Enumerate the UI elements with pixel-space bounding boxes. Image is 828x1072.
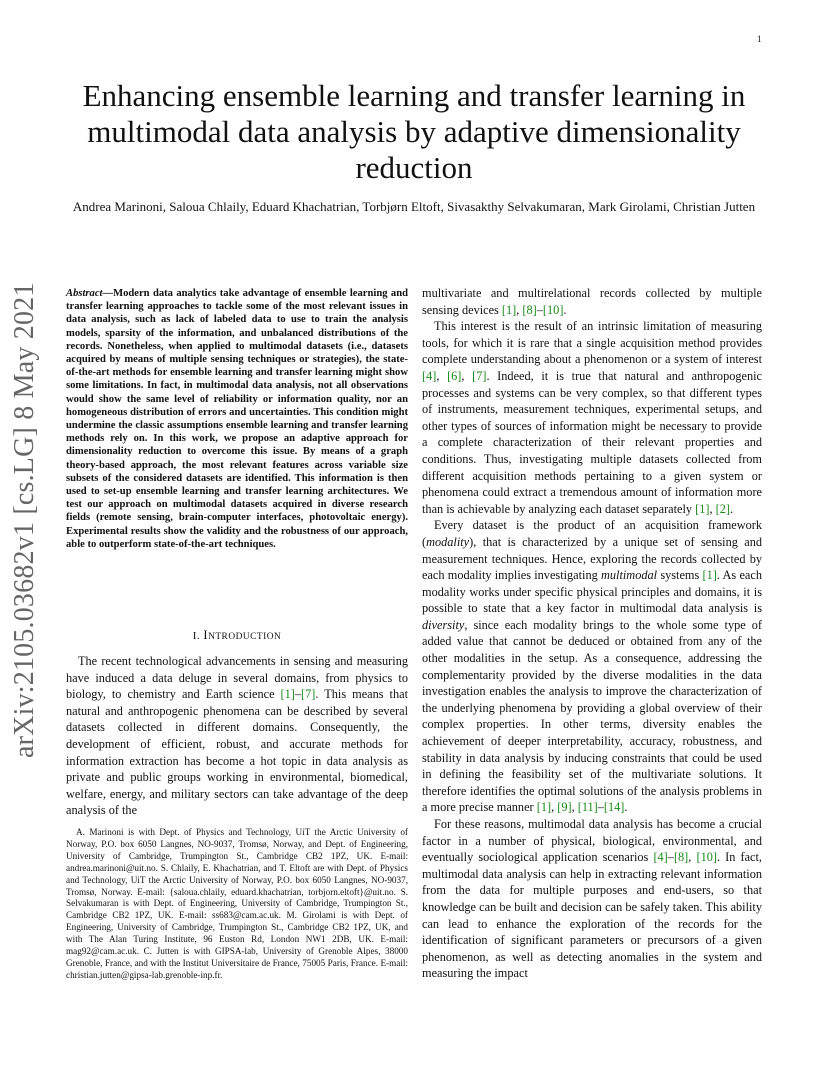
citation-link[interactable]: [9] (557, 800, 572, 815)
section-number: I. (192, 630, 201, 642)
citation-link[interactable]: [6] (447, 368, 462, 383)
abstract-label: Abstract (66, 288, 103, 299)
paragraph-modality-diversity (422, 517, 762, 816)
paragraph-continuation (422, 285, 762, 318)
text-run: . (624, 800, 628, 815)
abstract-text: —Modern data analytics take advantage of ensemble learning and transfer learning approaches to tackle some of the most relevant issues in data analysis, such as lack of labeled data to use to train the analysis models, sparsity of the information, and unbalanced distributions of the records. Nonetheless, when applied to multimodal datasets (i.e., datasets acquired by means of multiple sensing techniques or strategies), the state-of-the-art methods for ensemble learning and transfer learning might show some limitations. In fact, in multimodal data analysis, not all observations would show the same level of reliability or information quality, nor an homogeneous distribution of errors and uncertainties. This condition might undermine the classic assumptions ensemble learning and transfer learning methods rely on. In this work, we propose an adaptive approach for dimensionality reduction to overcome this issue. By means of a graph theory-based approach, the most relevant features across variable size subsets of the considered datasets are identified. This information is then used to set-up ensemble learning and transfer learning architectures. We test our approach on multimodal datasets acquired in diverse research fields (remote sensing, brain-computer interfaces, photovoltaic energy). Experimental results show the validity and the robustness of our approach, able to outperform state-of-the-art techniques. (66, 288, 408, 550)
text-run: . Indeed, it is true that natural and anthropogenic processes and systems can be very complex, so that different types of instruments, measurement techniques, experimental setups, and other types of sources of information might be necessary to provide a complete characterization of their relevant properties and conditions. Thus, investigating multiple datasets collected from different acquisition methods pertaining to a given system or phenomena could extract a tremendous amount of information more than is achievable by analyzing each dataset separately (422, 368, 762, 516)
text-run: systems (657, 568, 703, 583)
text-run: , (709, 501, 716, 516)
text-run: . As each modality works under specific physical principles and domains, it is possible to state that a key factor in multimodal data analysis is (422, 568, 763, 616)
text-run: For these reasons, multimodal data analysis has become a crucial factor in a number of physical, biological, environmental, and eventually sociological application scenarios (422, 817, 762, 865)
text-run: , (516, 302, 523, 317)
text-run: , (571, 800, 578, 815)
text-run: Every dataset is the product of an acquisition framework ( (422, 518, 762, 549)
text-run: . (563, 302, 567, 317)
citation-link[interactable]: [8] (673, 850, 689, 865)
citation-link[interactable]: [8] (522, 302, 537, 317)
intro-paragraph-left (66, 653, 408, 819)
author-list: Andrea Marinoni, Saloua Chlaily, Eduard Khachatrian, Torbjørn Eltoft, Sivasakthy Selvakumaran, Mark Girolami, Christian Jutten (72, 199, 756, 214)
text-run: . In fact, multimodal data analysis can help in extracting relevant information from the data for multiple purposes and end-users, so that knowledge can be built and decision can be safely taken. This ability can lead to enhance the exploration of the records for the identification of significant parameters or precursors of a given phenomenon, as well as detecting anomalies in the system and measuring the impact (422, 850, 762, 981)
abstract (66, 287, 408, 551)
citation-link[interactable]: [4] (422, 368, 437, 383)
citation-link[interactable]: [1] (280, 687, 295, 702)
paper-title: Enhancing ensemble learning and transfer learning in multimodal data analysis by adaptive dimensionality reduction (82, 78, 746, 185)
text-run: , (436, 368, 448, 383)
citation-link[interactable]: [7] (301, 687, 316, 702)
arxiv-identifier-stamp: arXiv:2105.03682v1 [cs.LG] 8 May 2021 (9, 282, 40, 758)
section-title-rest: NTRODUCTION (208, 632, 282, 642)
text-run: – (294, 687, 302, 702)
citation-link[interactable]: [1] (702, 568, 717, 583)
text-run: – (597, 800, 604, 815)
text-run: multivariate and multirelational records collected by multiple sensing devices (422, 286, 762, 317)
text-run: , since each modality brings to the whole some type of added value that cannot be deduced or obtained from any of the other modalities in the setup. As a consequence, addressing the complementarity provided by the diverse modalities in the data investigation enables the analysis to improve the characterization of the underlying phenomena by providing a global overview of their complex properties. In other terms, diversity enables the achievement of deeper interpretability, accuracy, robustness, and stability in data analysis by inducing constraints that could be used in defining the feasibility set of the multivariate solutions. It therefore identifies the optimal solutions of the analysis problems in a more precise manner (422, 617, 762, 815)
text-run: , (688, 850, 697, 865)
paragraph-measuring-limitations (422, 318, 762, 517)
citation-link[interactable]: [4] (653, 850, 668, 865)
emphasis: modality (426, 534, 470, 549)
right-column (422, 285, 762, 982)
text-run: , (551, 800, 558, 815)
text-run: . (729, 501, 734, 516)
author-affiliations-footnote: A. Marinoni is with Dept. of Physics and Technology, UiT the Arctic University of Norway, P.O. box 6050 Langnes, NO-9037, Tromsø, Norway, and Dept. of Engineering, University of Cambridge, Trumpington St., Cambridge CB2 1PZ, UK. E-mail: andrea.marinoni@uit.no. S. Chlaily, E. Khachatrian, and T. Eltoft are with Dept. of Physics and Technology, UiT the Arctic University of Norway, P.O. box 6050 Langnes, NO-9037, Tromsø, Norway. E-mail: {saloua.chlaily, eduard.khachatrian, torbjorn.eltoft}@uit.no. S. Selvakumaran is with Dept. of Engineering, University of Cambridge, Trumpington St., Cambridge CB2 1PZ, UK. E-mail: ss683@cam.ac.uk. M. Girolami is with Dept. of Engineering, University of Cambridge, Trumpington St., Cambridge CB2 1PZ, UK, and with The Alan Turing Institute, 96 Euston Rd, London NW1 2DB, UK. E-mail: mag92@cam.ac.uk. C. Jutten is with GIPSA-lab, University of Grenoble Alpes, 38000 Grenoble, France, and with the Institut Universitaire de France, 75005 Paris, France. E-mail: christian.jutten@gipsa-lab.grenoble-inp.fr. (66, 827, 408, 980)
text-run: – (667, 850, 674, 865)
paragraph-applications (422, 816, 762, 982)
citation-link[interactable]: [10] (696, 850, 717, 865)
citation-link[interactable]: [2] (715, 501, 730, 516)
text-run: . This means that natural and anthropogenic phenomena can be described by several datasets collected in different domains. Consequently, the development of efficient, robust, and accurate methods for information extraction has become a hot topic in data analysis as private and public groups working in environmental, biomedical, welfare, energy, and military sectors can take advantage of the deep analysis of the (66, 687, 408, 818)
text-run: ), that is characterized by a unique set of sensing and measurement techniques. Hence, exploring the records collected by each modality implies investigating (422, 534, 762, 583)
text-run: , (461, 368, 473, 383)
text-run: – (536, 302, 543, 317)
citation-link[interactable]: [7] (472, 368, 487, 383)
citation-link[interactable]: [10] (542, 302, 564, 317)
text-run: The recent technological advancements in sensing and measuring have induced a data deluge in several domains, from physics to biology, to chemistry and Earth science (66, 654, 408, 702)
text-run: This interest is the result of an intrinsic limitation of measuring tools, for which it is rare that a single acquisition method provides complete understanding about a phenomenon or a system of interest (422, 319, 762, 367)
citation-link[interactable]: [14] (603, 800, 625, 815)
citation-link[interactable]: [11] (577, 800, 598, 815)
emphasis: diversity (422, 617, 465, 632)
citation-link[interactable]: [1] (695, 501, 710, 516)
emphasis: multimodal (601, 568, 658, 583)
section-title-initial: I (203, 628, 209, 642)
citation-link[interactable]: [1] (536, 800, 552, 815)
page-number: 1 (757, 34, 762, 44)
citation-link[interactable]: [1] (501, 302, 517, 317)
section-heading-introduction (66, 628, 408, 643)
